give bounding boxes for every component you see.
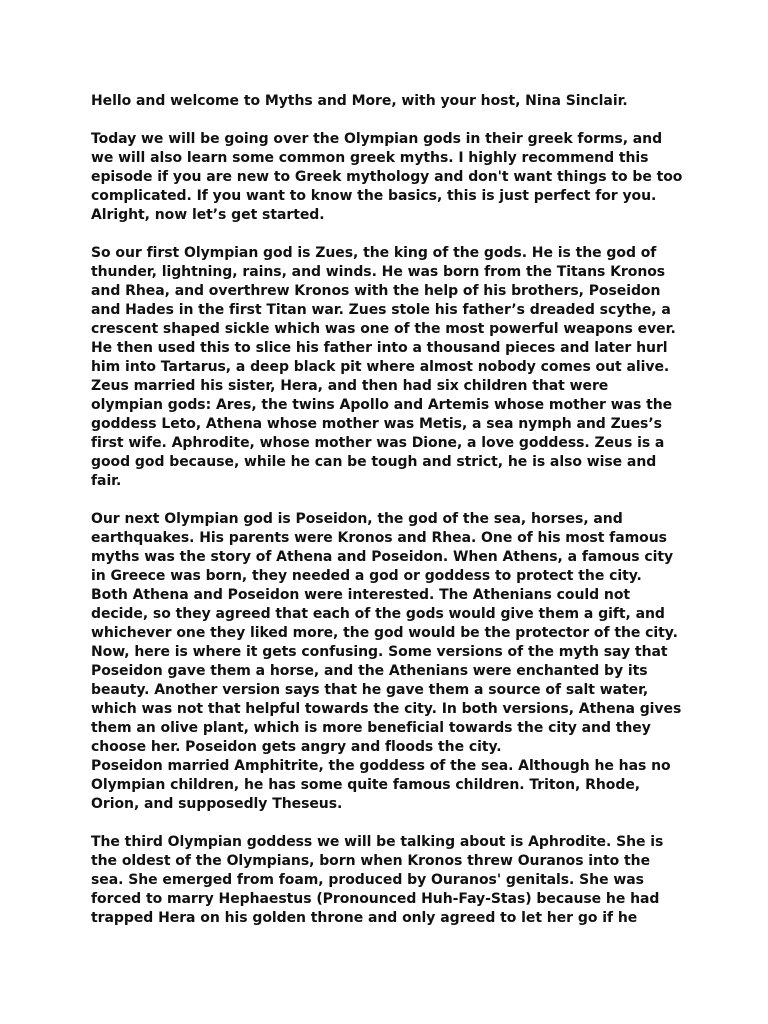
text-line: Olympian children, he has some quite famous children. Triton, Rhode, <box>91 777 641 793</box>
paragraph-poseidon <box>91 510 691 814</box>
text-line: The third Olympian goddess we will be talking about is Aphrodite. She is <box>91 834 664 850</box>
text-line: in Greece was born, they needed a god or goddess to protect the city. <box>91 568 642 584</box>
text-line: Alright, now let’s get started. <box>91 207 325 223</box>
text-line: we will also learn some common greek myths. I highly recommend this <box>91 150 649 166</box>
text-line: Zeus married his sister, Hera, and then had six children that were <box>91 378 609 394</box>
paragraph-gap <box>91 814 691 833</box>
text-line: complicated. If you want to know the basics, this is just perfect for you. <box>91 188 657 204</box>
text-line: fair. <box>91 473 122 489</box>
text-line: Now, here is where it gets confusing. Some versions of the myth say that <box>91 644 668 660</box>
text-line: Poseidon gave them a horse, and the Athenians were enchanted by its <box>91 663 648 679</box>
text-line: Orion, and supposedly Theseus. <box>91 796 343 812</box>
document-page <box>91 92 691 928</box>
text-line: goddess Leto, Athena whose mother was Metis, a sea nymph and Zues’s <box>91 416 662 432</box>
paragraph-intro <box>91 92 691 111</box>
text-line: olympian gods: Ares, the twins Apollo and Artemis whose mother was the <box>91 397 673 413</box>
paragraph-gap <box>91 111 691 130</box>
text-line: crescent shaped sickle which was one of the most powerful weapons ever. <box>91 321 676 337</box>
text-line: Poseidon married Amphitrite, the goddess of the sea. Although he has no <box>91 758 671 774</box>
text-line: Both Athena and Poseidon were interested. The Athenians could not <box>91 587 631 603</box>
text-line: choose her. Poseidon gets angry and floods the city. <box>91 739 502 755</box>
text-line: beauty. Another version says that he gave them a source of salt water, <box>91 682 649 698</box>
text-line: which was not that helpful towards the city. In both versions, Athena gives <box>91 701 682 717</box>
text-line: decide, so they agreed that each of the gods would give them a gift, and <box>91 606 665 622</box>
text-line: first wife. Aphrodite, whose mother was Dione, a love goddess. Zeus is a <box>91 435 665 451</box>
text-line: episode if you are new to Greek mythology and don't want things to be too <box>91 169 683 185</box>
text-line: whichever one they liked more, the god would be the protector of the city. <box>91 625 678 641</box>
paragraph-aphrodite <box>91 833 691 928</box>
paragraph-zeus <box>91 244 691 491</box>
text-line: Our next Olympian god is Poseidon, the god of the sea, horses, and <box>91 511 623 527</box>
paragraph-gap <box>91 225 691 244</box>
paragraph-overview <box>91 130 691 225</box>
text-line: thunder, lightning, rains, and winds. He was born from the Titans Kronos <box>91 264 666 280</box>
text-line: and Hades in the first Titan war. Zues stole his father’s dreaded scythe, a <box>91 302 671 318</box>
text-line: the oldest of the Olympians, born when Kronos threw Ouranos into the <box>91 853 651 869</box>
paragraph-gap <box>91 491 691 510</box>
text-line: So our first Olympian god is Zues, the king of the gods. He is the god of <box>91 245 657 261</box>
text-line: good god because, while he can be tough and strict, he is also wise and <box>91 454 657 470</box>
text-line: them an olive plant, which is more beneficial towards the city and they <box>91 720 651 736</box>
text-line: He then used this to slice his father into a thousand pieces and later hurl <box>91 340 668 356</box>
text-line: trapped Hera on his golden throne and only agreed to let her go if he <box>91 910 638 926</box>
text-line: forced to marry Hephaestus (Pronounced Huh-Fay-Stas) because he had <box>91 891 660 907</box>
text-line: sea. She emerged from foam, produced by Ouranos' genitals. She was <box>91 872 644 888</box>
text-line: myths was the story of Athena and Poseidon. When Athens, a famous city <box>91 549 674 565</box>
text-line: Hello and welcome to Myths and More, with your host, Nina Sinclair. <box>91 93 628 109</box>
text-line: earthquakes. His parents were Kronos and Rhea. One of his most famous <box>91 530 667 546</box>
text-line: him into Tartarus, a deep black pit where almost nobody comes out alive. <box>91 359 670 375</box>
text-line: and Rhea, and overthrew Kronos with the help of his brothers, Poseidon <box>91 283 661 299</box>
text-line: Today we will be going over the Olympian gods in their greek forms, and <box>91 131 663 147</box>
